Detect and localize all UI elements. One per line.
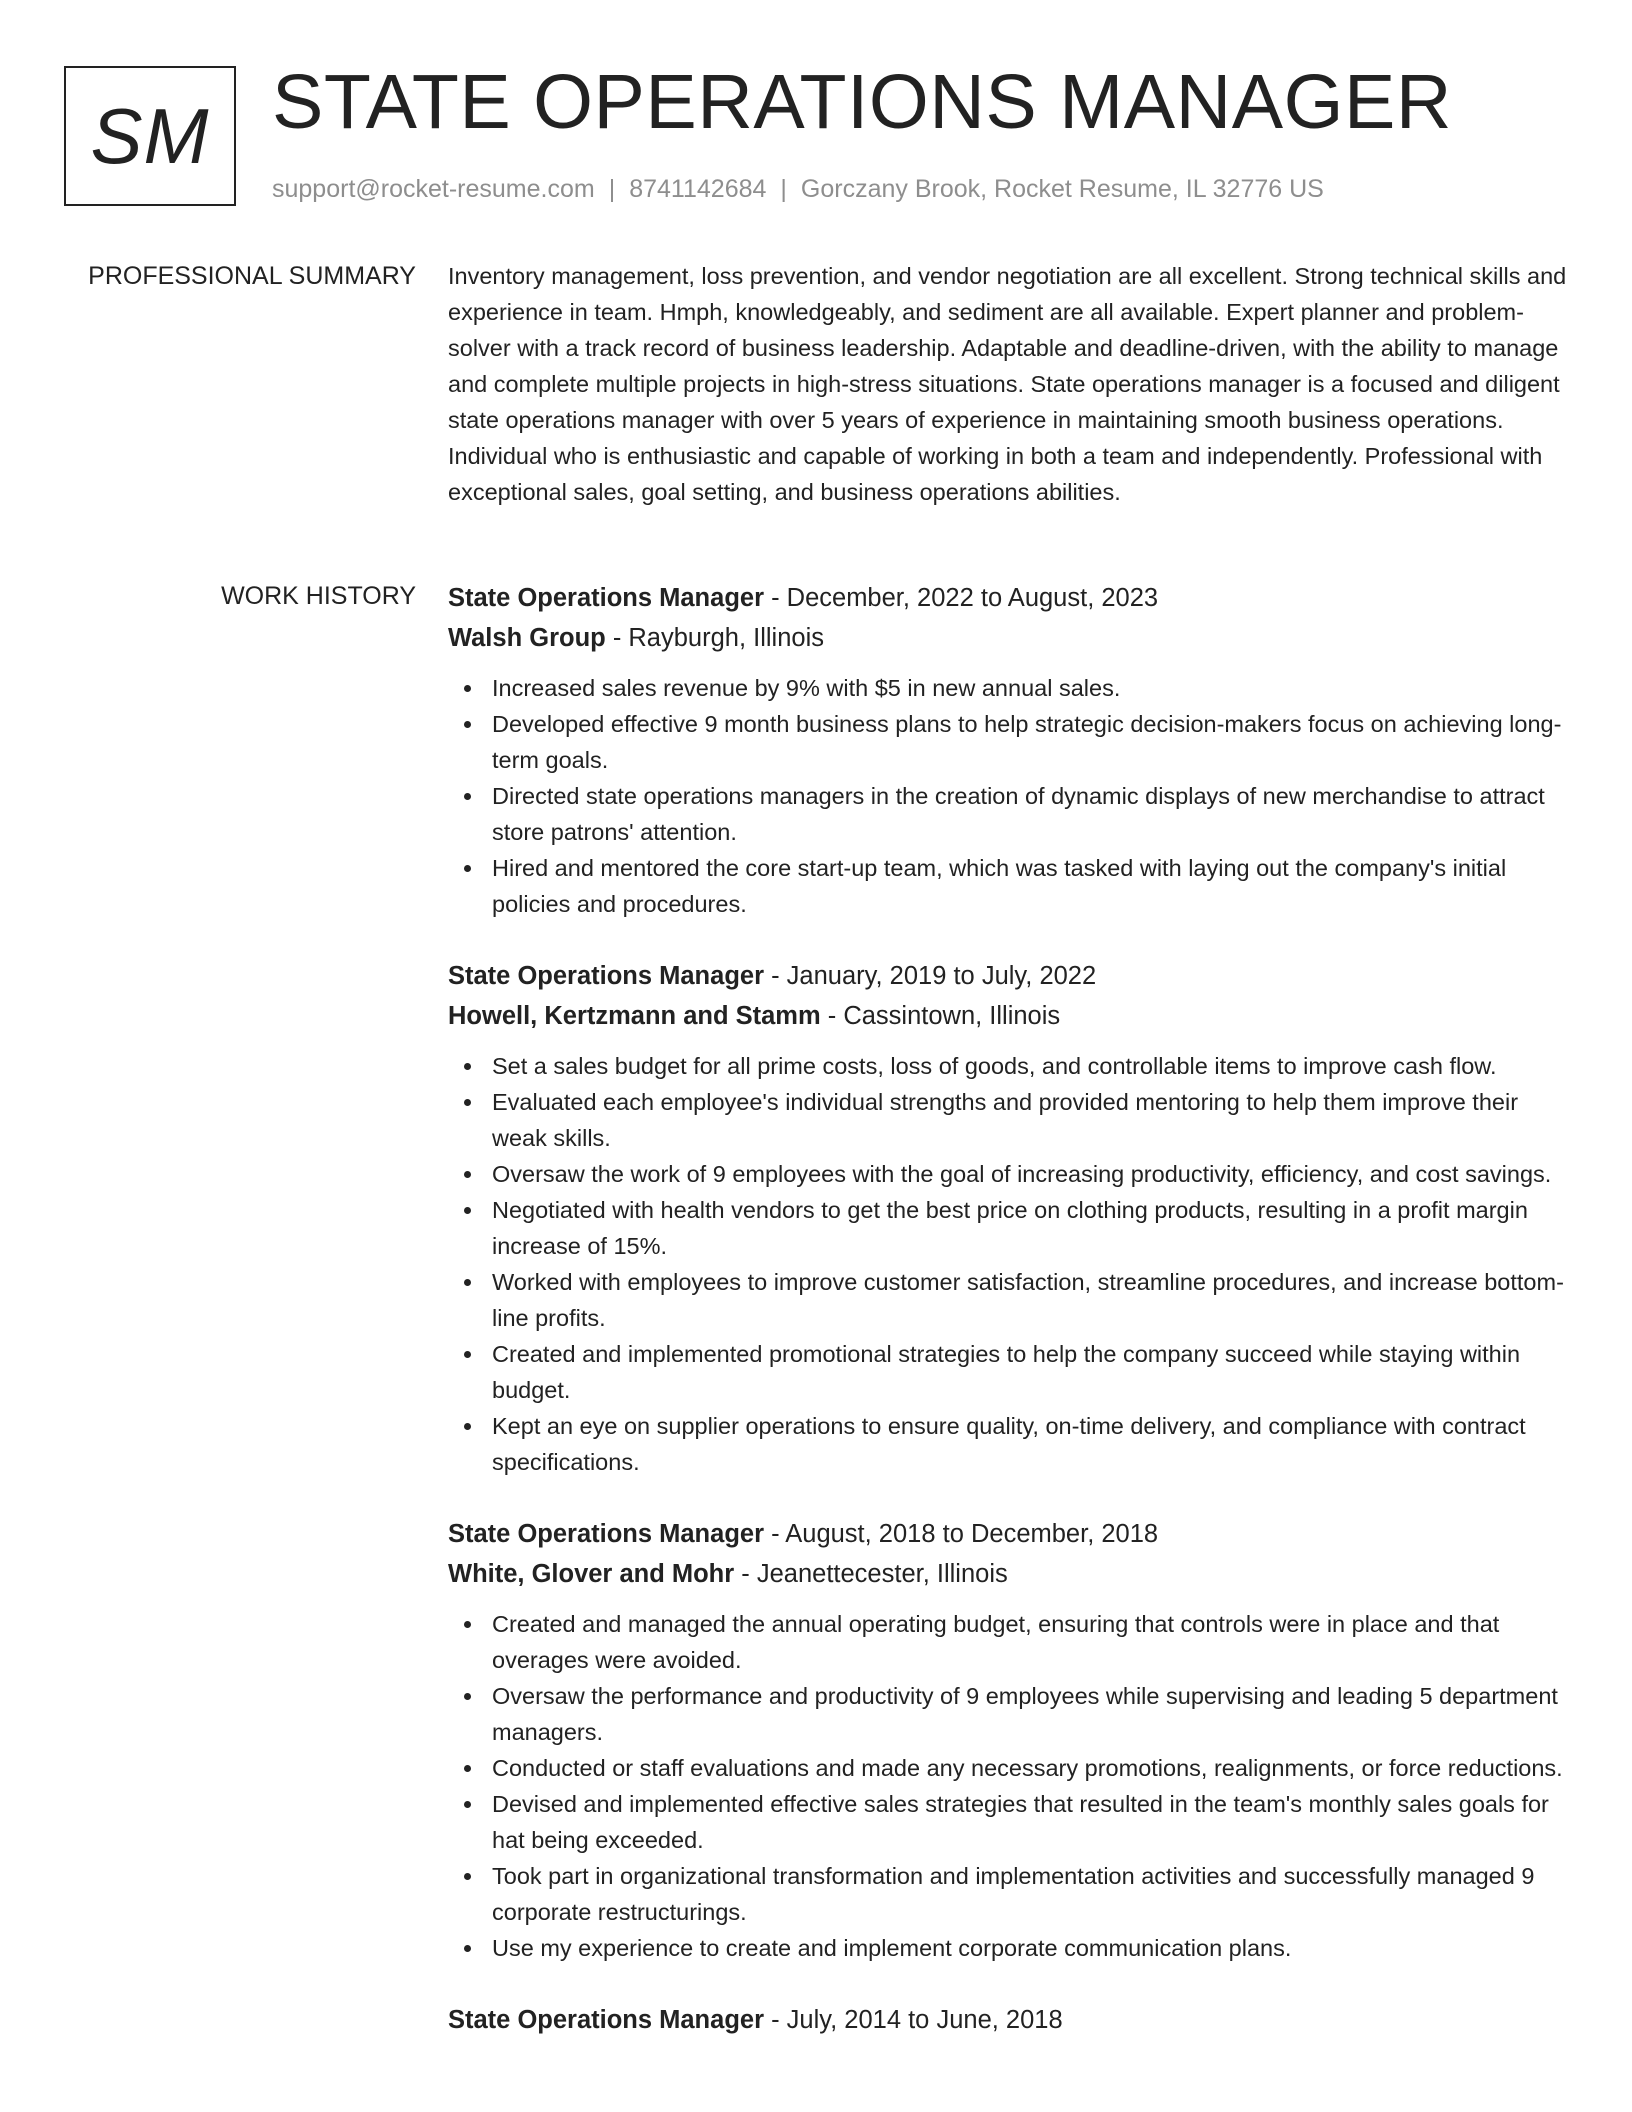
- page-title: STATE OPERATIONS MANAGER: [272, 59, 1452, 145]
- job-bullet: Hired and mentored the core start-up team, which was tasked with laying out the company's initial policies and procedures.: [448, 850, 1568, 922]
- monogram-initials: SM: [90, 91, 210, 180]
- work-history-heading: WORK HISTORY: [221, 582, 416, 610]
- job-bullet: Increased sales revenue by 9% with $5 in new annual sales.: [448, 670, 1568, 706]
- job-bullet: Created and implemented promotional strategies to help the company succeed while staying within budget.: [448, 1336, 1568, 1408]
- job-bullet-list: [448, 1606, 1568, 1966]
- job-title: State Operations Manager: [448, 584, 764, 612]
- summary-text: Inventory management, loss prevention, and vendor negotiation are all excellent. Strong technical skills and experience in team. Hmph, knowledgeably, and sediment are all available. Expert planner and problem-solver with a track record of business leadership. Adaptable and deadline-driven, with the ability to manage and complete multiple projects in high-stress situations. State operations manager is a focused and diligent state operations manager with over 5 years of experience in maintaining smooth business operations. Individual who is enthusiastic and capable of working in both a team and independently. Professional with exceptional sales, goal setting, and business operations abilities.: [448, 263, 1567, 505]
- job-location: - Rayburgh, Illinois: [605, 624, 824, 652]
- job-dates: - July, 2014 to June, 2018: [764, 2006, 1063, 2034]
- summary-heading: PROFESSIONAL SUMMARY: [88, 262, 416, 290]
- job-bullet: Kept an eye on supplier operations to ensure quality, on-time delivery, and compliance with contract specifications.: [448, 1408, 1568, 1480]
- job-bullet: Devised and implemented effective sales strategies that resulted in the team's monthly sales goals for hat being exceeded.: [448, 1786, 1568, 1858]
- job-bullet: Negotiated with health vendors to get the best price on clothing products, resulting in a profit margin increase of 15%.: [448, 1192, 1568, 1264]
- job-company: White, Glover and Mohr: [448, 1560, 735, 1588]
- work-history-body: [448, 578, 1568, 2074]
- job-entry: [448, 2000, 1568, 2040]
- job-company-line: [448, 618, 1568, 658]
- job-bullet: Worked with employees to improve customer satisfaction, streamline procedures, and increase bottom-line profits.: [448, 1264, 1568, 1336]
- job-bullet: Oversaw the work of 9 employees with the goal of increasing productivity, efficiency, and cost savings.: [448, 1156, 1568, 1192]
- job-company: Walsh Group: [448, 624, 606, 652]
- job-bullet: Created and managed the annual operating budget, ensuring that controls were in place and that overages were avoided.: [448, 1606, 1568, 1678]
- job-company-line: [448, 996, 1568, 1036]
- job-bullet: Developed effective 9 month business plans to help strategic decision-makers focus on achieving long-term goals.: [448, 706, 1568, 778]
- job-title-line: [448, 1514, 1568, 1554]
- job-dates: - January, 2019 to July, 2022: [764, 962, 1097, 990]
- job-location: - Jeanettecester, Illinois: [734, 1560, 1008, 1588]
- job-bullet: Took part in organizational transformation and implementation activities and successfully managed 9 corporate restructurings.: [448, 1858, 1568, 1930]
- job-dates: - August, 2018 to December, 2018: [764, 1520, 1159, 1548]
- contact-separator: |: [780, 175, 787, 203]
- monogram-logo: [64, 66, 236, 206]
- job-title-line: [448, 956, 1568, 996]
- job-entry: [448, 956, 1568, 1480]
- job-company-line: [448, 1554, 1568, 1594]
- job-entry: [448, 578, 1568, 922]
- job-bullet-list: [448, 670, 1568, 922]
- job-bullet: Use my experience to create and implement corporate communication plans.: [448, 1930, 1568, 1966]
- job-entry: [448, 1514, 1568, 1966]
- contact-line: [272, 175, 1324, 204]
- contact-phone: 8741142684: [629, 175, 767, 203]
- job-bullet: Conducted or staff evaluations and made any necessary promotions, realignments, or force reductions.: [448, 1750, 1568, 1786]
- contact-address: Gorczany Brook, Rocket Resume, IL 32776 US: [800, 175, 1324, 203]
- job-bullet: Evaluated each employee's individual strengths and provided mentoring to help them improve their weak skills.: [448, 1084, 1568, 1156]
- contact-separator: |: [608, 175, 616, 203]
- job-bullet: Set a sales budget for all prime costs, loss of goods, and controllable items to improve cash flow.: [448, 1048, 1568, 1084]
- job-title-line: [448, 2000, 1568, 2040]
- job-title: State Operations Manager: [448, 2006, 764, 2034]
- job-title-line: [448, 578, 1568, 618]
- job-bullet: Oversaw the performance and productivity of 9 employees while supervising and leading 5 department managers.: [448, 1678, 1568, 1750]
- contact-email: support@rocket-resume.com: [272, 175, 595, 203]
- job-location: - Cassintown, Illinois: [820, 1002, 1061, 1030]
- job-company: Howell, Kertzmann and Stamm: [448, 1002, 821, 1030]
- job-title: State Operations Manager: [448, 962, 764, 990]
- job-title: State Operations Manager: [448, 1520, 764, 1548]
- job-dates: - December, 2022 to August, 2023: [764, 584, 1159, 612]
- job-bullet: Directed state operations managers in the creation of dynamic displays of new merchandise to attract store patrons' attention.: [448, 778, 1568, 850]
- summary-body: [448, 258, 1568, 510]
- job-bullet-list: [448, 1048, 1568, 1480]
